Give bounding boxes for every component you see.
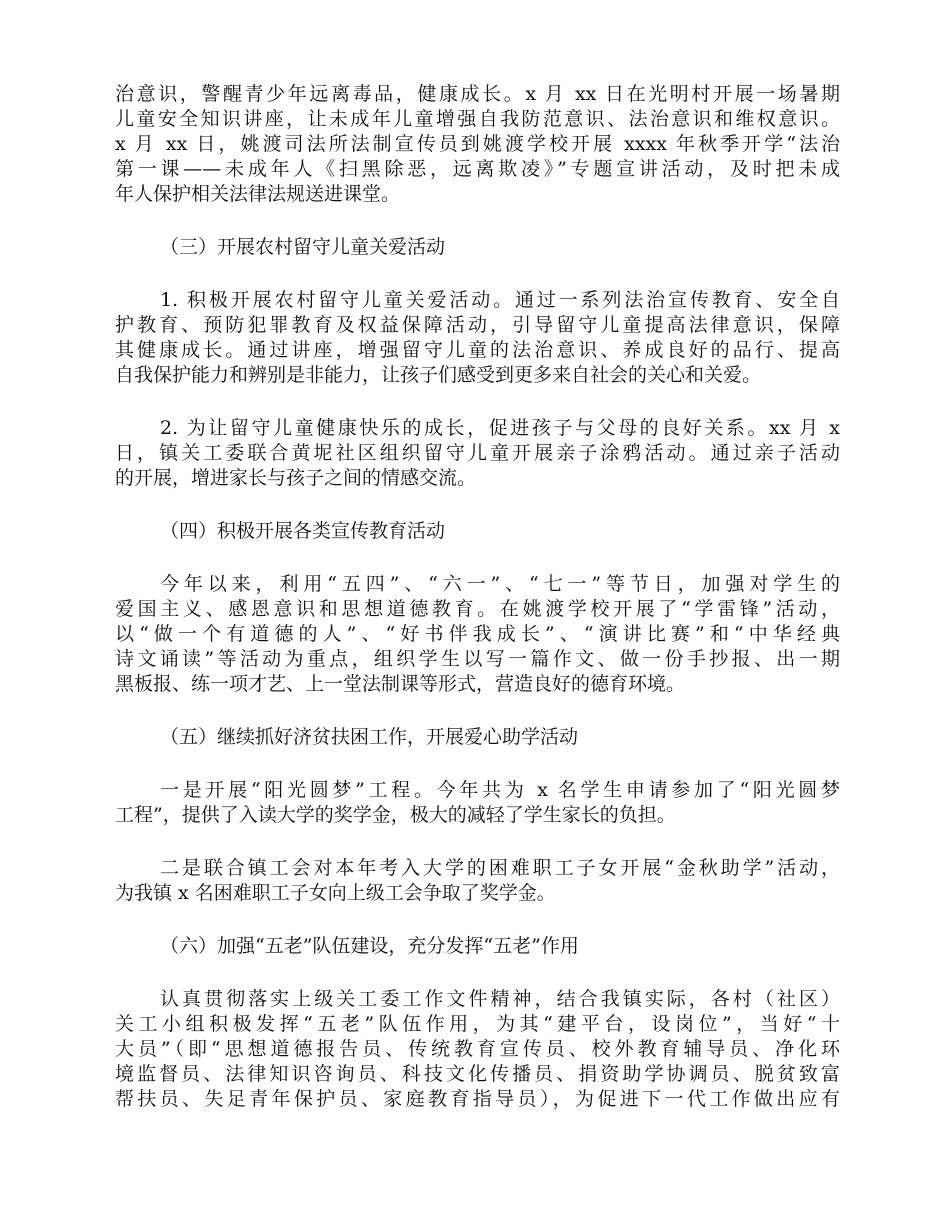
text-line: 诗文诵读”等活动为重点，组织学生以写一篇作文、做一份手抄报、出一期 [115,648,840,670]
text-line: 二是联合镇工会对本年考入大学的困难职工子女开展“金秋助学”活动， [160,857,840,879]
section-heading-3: （三）开展农村留守儿童关爱活动 [160,236,446,258]
text-line: 以“做一个有道德的人”、“好书伴我成长”、“演讲比赛”和“中华经典 [115,623,840,645]
text-line: 日，镇关工委联合黄坭社区组织留守儿童开展亲子涂鸦活动。通过亲子活动 [115,442,840,464]
section-heading-4: （四）积极开展各类宣传教育活动 [160,520,446,542]
text-line: 大员”（即“思想道德报告员、传统教育宣传员、校外教育辅导员、净化环 [115,1038,840,1060]
text-line: 帮扶员、失足青年保护员、家庭教育指导员），为促进下一代工作做出应有 [115,1088,840,1110]
text-line: 2. 为让留守儿童健康快乐的成长，促进孩子与父母的良好关系。xx 月 x [160,417,840,439]
text-line: 儿童安全知识讲座，让未成年儿童增强自我防范意识、法治意识和维权意识。 [115,108,840,130]
text-line: 认真贯彻落实上级关工委工作文件精神，结合我镇实际，各村（社区） [160,988,840,1010]
section-heading-5: （五）继续抓好济贫扶困工作，开展爱心助学活动 [160,726,579,748]
text-line: 工程”，提供了入读大学的奖学金，极大的减轻了学生家长的负担。 [115,804,676,826]
text-line: 黑板报、练一项才艺、上一堂法制课等形式，营造良好的德育环境。 [115,673,686,695]
paragraph-five-elders-team [115,987,840,1112]
paragraph-left-behind-children-care [115,288,840,388]
text-line: 境监督员、法律知识咨询员、科技文化传播员、捐资助学协调员、脱贫致富 [115,1063,840,1085]
paragraph-sunshine-dream-project [115,778,840,828]
paragraph-golden-autumn-aid [115,856,840,906]
text-line: 的开展，增进家长与孩子之间的情感交流。 [115,467,477,489]
text-line: 关工小组积极发挥“五老”队伍作用，为其“建平台，设岗位”，当好“十 [115,1013,840,1035]
text-line: 其健康成长。通过讲座，增强留守儿童的法治意识、养成良好的品行、提高 [115,339,840,361]
text-line: 今年以来，利用“五四”、“六一”、“七一”等节日，加强对学生的 [160,573,840,595]
document-page [115,82,840,1140]
text-line: 一是开展“阳光圆梦”工程。今年共为 x 名学生申请参加了“阳光圆梦 [160,779,840,801]
paragraph-publicity-education [115,572,840,697]
text-line: 年人保护相关法律法规送进课堂。 [115,183,401,205]
text-line: 第一课——未成年人《扫黑除恶，远离欺凌》”专题宣讲活动，及时把未成 [115,158,840,180]
text-line: 1. 积极开展农村留守儿童关爱活动。通过一系列法治宣传教育、安全自 [160,289,840,311]
paragraph-parent-child-activity [115,416,840,491]
paragraph-anti-drug-and-law-lectures [115,82,840,207]
text-line: 爱国主义、感恩意识和思想道德教育。在姚渡学校开展了“学雷锋”活动， [115,598,840,620]
text-line: 为我镇 x 名困难职工子女向上级工会争取了奖学金。 [115,882,556,904]
text-line: x 月 xx 日，姚渡司法所法制宣传员到姚渡学校开展 xxxx 年秋季开学“法治 [115,133,840,155]
text-line: 治意识，警醒青少年远离毒品，健康成长。x 月 xx 日在光明村开展一场暑期 [115,83,840,105]
text-line: 自我保护能力和辨别是非能力，让孩子们感受到更多来自社会的关心和关爱。 [115,364,762,386]
text-line: 护教育、预防犯罪教育及权益保障活动，引导留守儿童提高法律意识，保障 [115,314,840,336]
section-heading-6: （六）加强“五老”队伍建设，充分发挥“五老”作用 [160,935,579,957]
